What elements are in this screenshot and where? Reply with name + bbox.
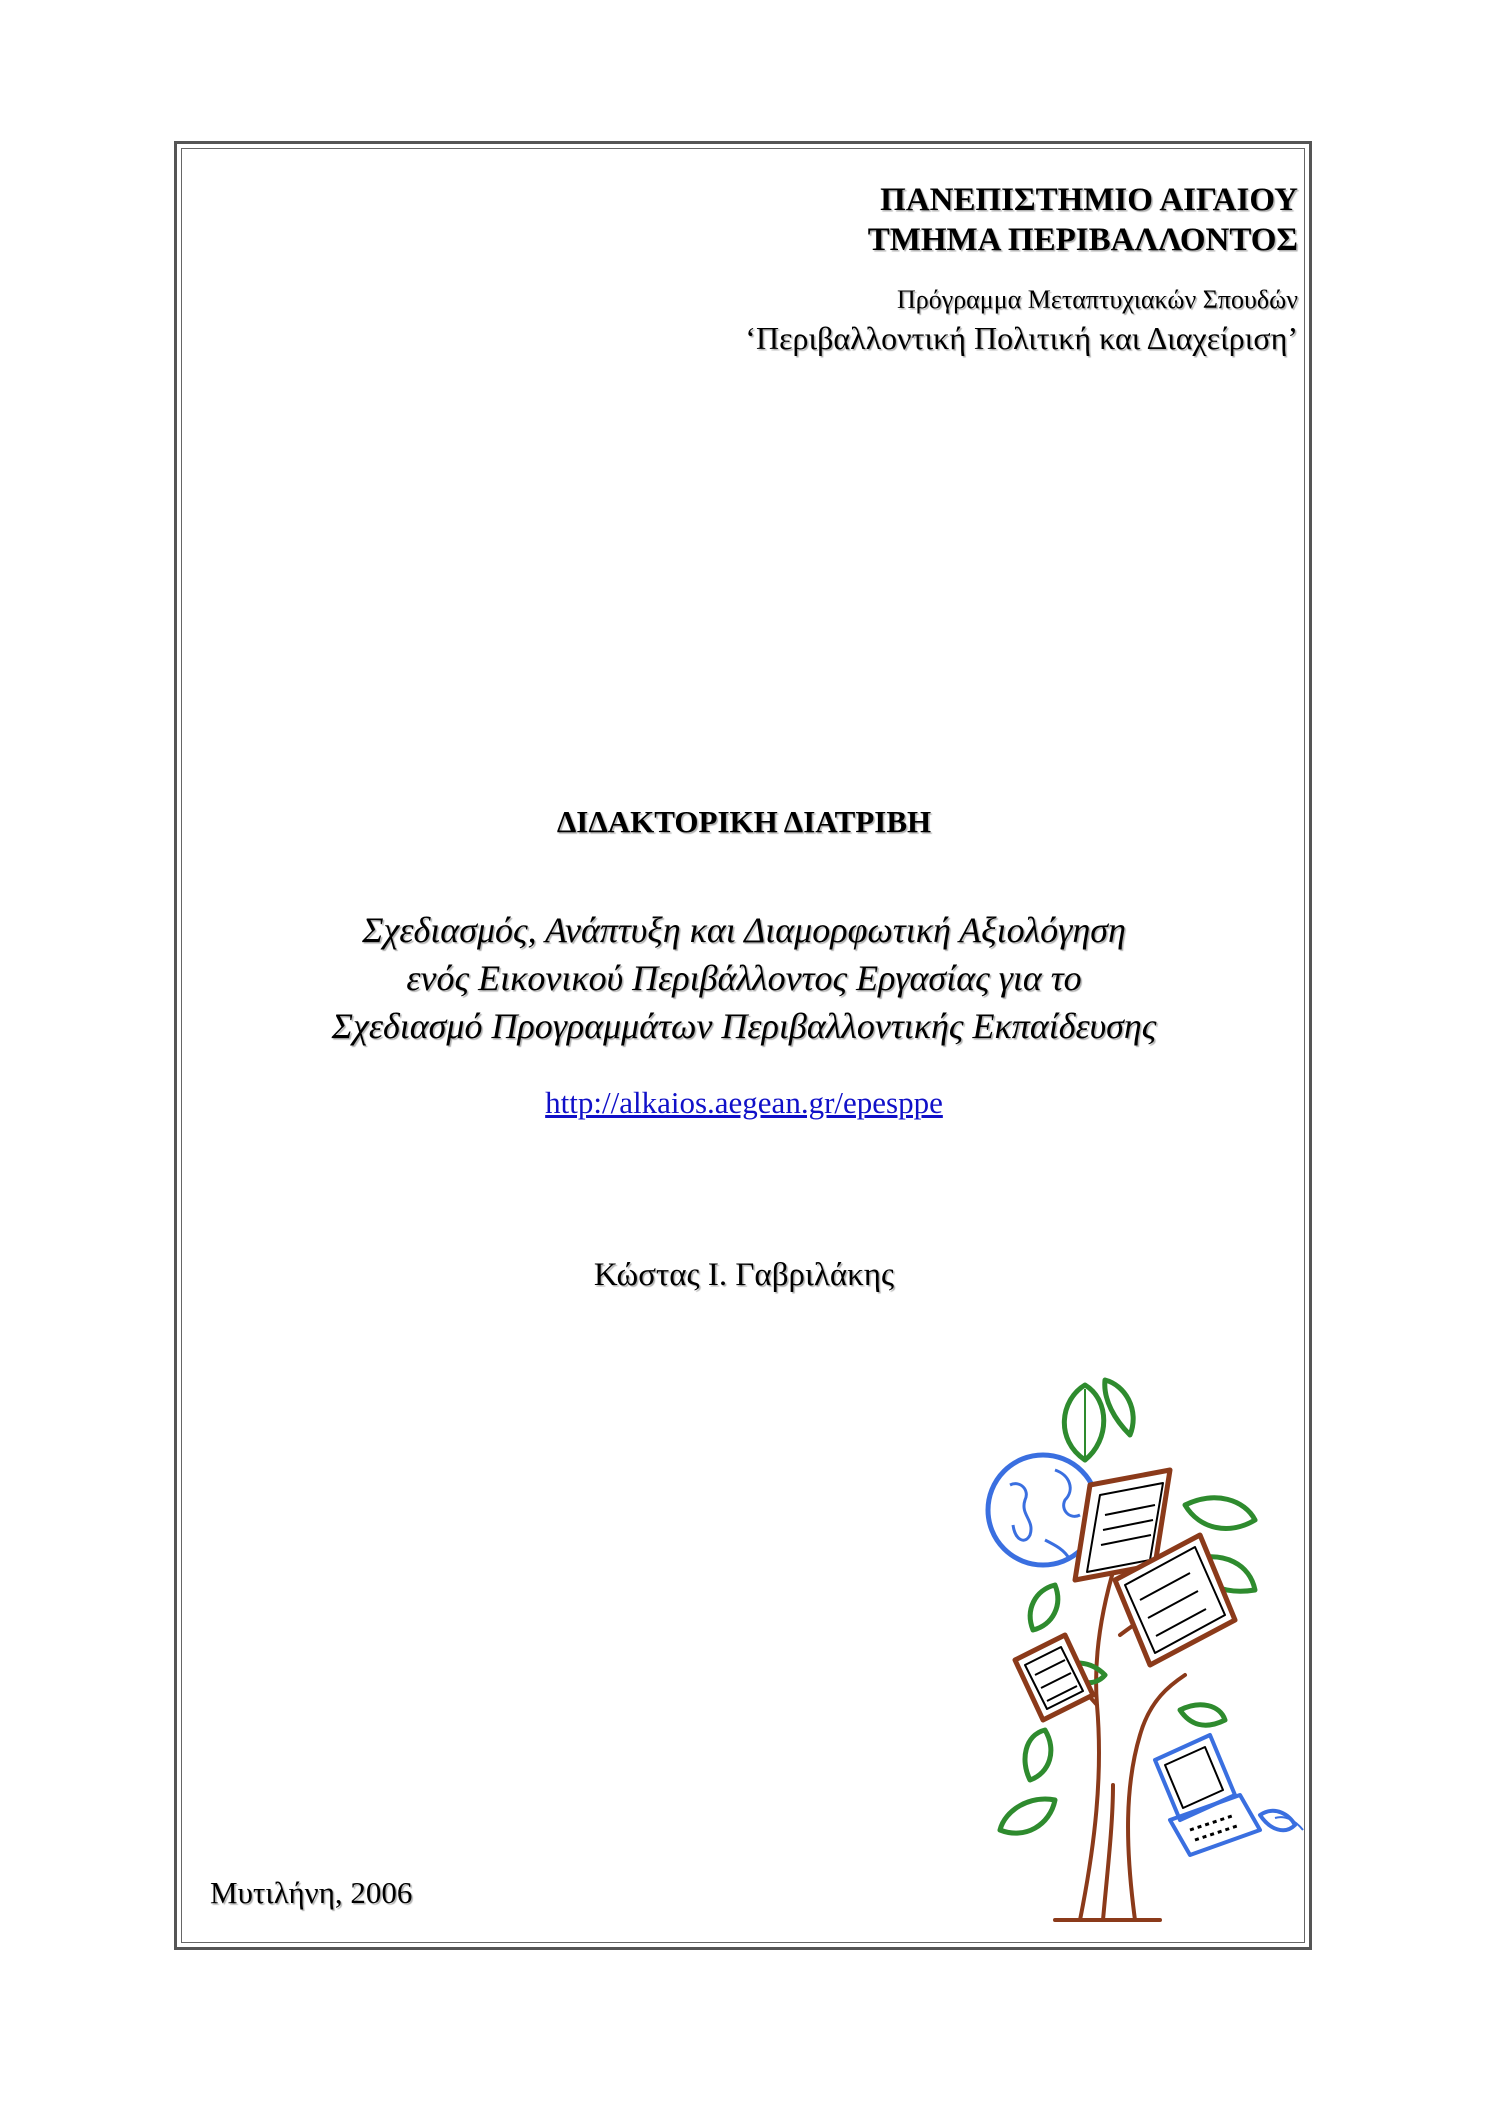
tree-illustration (985, 1375, 1315, 1930)
thesis-title-line-3: Σχεδιασμό Προγραμμάτων Περιβαλλοντικής Εκπαίδευσης (331, 1006, 1157, 1046)
thesis-title-line-1: Σχεδιασμός, Ανάπτυξη και Διαμορφωτική Αξιολόγηση (362, 910, 1126, 950)
thesis-title-line-2: ενός Εικονικού Περιβάλλοντος Εργασίας για το (406, 958, 1082, 998)
department-name: ΤΜΗΜΑ ΠΕΡΙΒΑΛΛΟΝΤΟΣ (867, 222, 1298, 258)
project-url-link[interactable]: http://alkaios.aegean.gr/epesppe (545, 1085, 943, 1120)
university-header (868, 180, 1298, 260)
url-container (0, 1085, 1488, 1121)
program-title: ‘Περιβαλλοντική Πολιτική και Διαχείριση’ (745, 320, 1298, 356)
program-label: Πρόγραμμα Μεταπτυχιακών Σπουδών (896, 285, 1298, 314)
book-icon (1015, 1470, 1235, 1720)
document-type: ΔΙΔΑΚΤΟΡΙΚΗ ΔΙΑΤΡΙΒΗ (556, 804, 932, 839)
author-name: Κώστας Ι. Γαβριλάκης (593, 1257, 895, 1293)
thesis-title (0, 906, 1488, 1050)
place-date: Μυτιλήνη, 2006 (210, 1875, 413, 1910)
university-name: ΠΑΝΕΠΙΣΤΗΜΙΟ ΑΙΓΑΙΟΥ (880, 182, 1298, 218)
computer-icon (1155, 1735, 1303, 1855)
